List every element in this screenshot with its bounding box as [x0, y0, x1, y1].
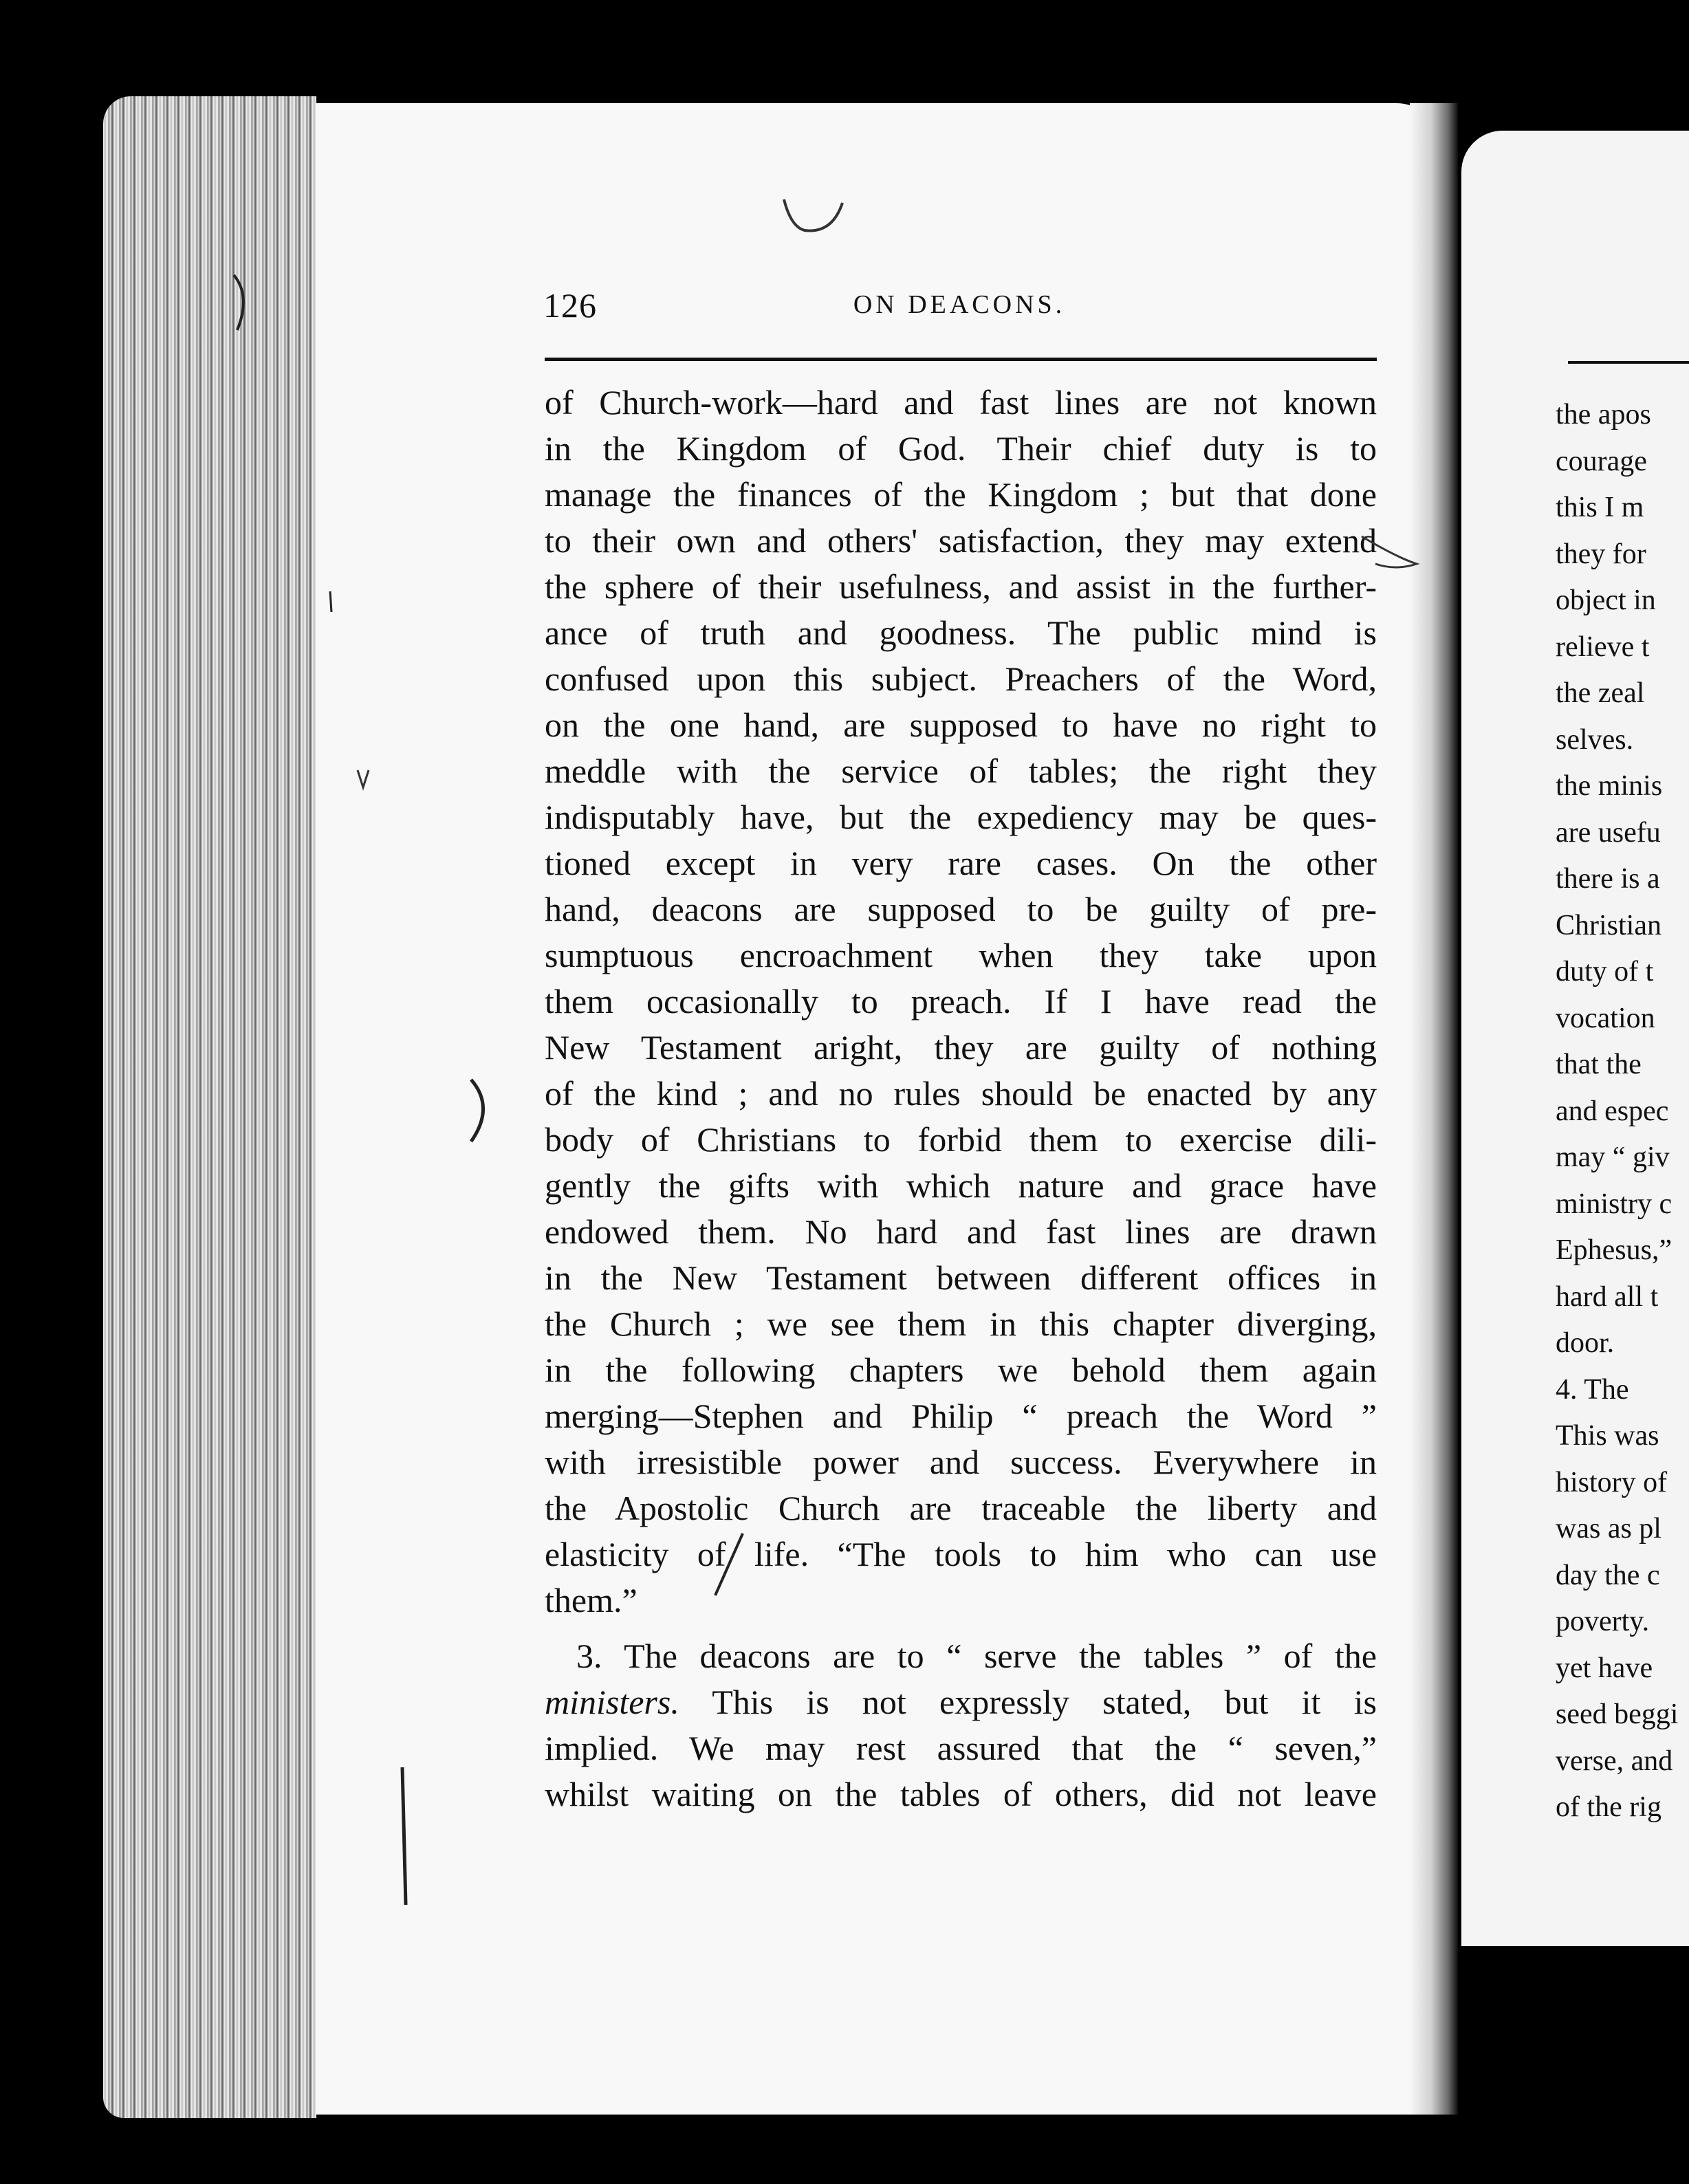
text-line: the Apostolic Church are traceable the liberty and	[545, 1489, 1377, 1527]
text-line: manage the finances of the Kingdom ; but that done	[545, 475, 1377, 514]
text-line: confused upon this subject. Preachers of the Word,	[545, 659, 1377, 698]
text-line-fragment: object in	[1556, 585, 1656, 616]
text-line: of the kind ; and no rules should be enacted by any	[545, 1074, 1377, 1113]
text-line-fragment: vocation	[1556, 1002, 1655, 1034]
text-line-fragment: relieve t	[1556, 631, 1650, 663]
text-line: body of Christians to forbid them to exercise dili-	[545, 1120, 1377, 1159]
text-line-fragment: seed beggi	[1556, 1699, 1679, 1730]
text-line: them occasionally to preach. If I have read the	[545, 982, 1377, 1020]
text-line-fragment: courage	[1556, 445, 1647, 477]
text-line: meddle with the service of tables; the right they	[545, 752, 1377, 790]
text-line: them.”	[545, 1581, 638, 1619]
text-line-fragment: was as pl	[1556, 1513, 1661, 1544]
text-run: This is not expressly stated, but it is	[679, 1683, 1377, 1721]
text-line-fragment: yet have	[1556, 1652, 1653, 1684]
header-rule	[545, 358, 1377, 361]
text-line-fragment: are usefu	[1556, 816, 1661, 849]
text-line: merging—Stephen and Philip “ preach the Word ”	[545, 1397, 1377, 1435]
paragraph-3-first-line: 3. The deacons are to “ serve the tables ” of the	[576, 1637, 1377, 1675]
text-line: the Church ; we see them in this chapter diverging,	[545, 1304, 1377, 1343]
text-line-fragment: that the	[1556, 1049, 1642, 1080]
text-line-fragment: day the c	[1556, 1559, 1660, 1591]
text-line-fragment: verse, and	[1556, 1745, 1673, 1777]
text-line: with irresistible power and success. Everywhere in	[545, 1443, 1377, 1481]
text-line-fragment: hard all t	[1556, 1280, 1659, 1313]
text-line-fragment: Ephesus,”	[1556, 1234, 1672, 1266]
book-gutter	[1410, 103, 1458, 2115]
text-line-fragment: may “ giv	[1556, 1142, 1670, 1173]
text-line: sumptuous encroachment when they take upon	[545, 936, 1377, 974]
text-line: of Church-work—hard and fast lines are not known	[545, 383, 1377, 422]
text-line-fragment: the minis	[1556, 770, 1663, 802]
text-line: indisputably have, but the expediency may be ques-	[545, 798, 1377, 836]
text-line-fragment: selves.	[1556, 723, 1634, 756]
text-line: hand, deacons are supposed to be guilty of pre-	[545, 890, 1377, 928]
page-edges-stack	[103, 96, 316, 2118]
text-line-fragment: they for	[1556, 538, 1646, 570]
page-number: 126	[543, 286, 597, 325]
text-line: New Testament aright, they are guilty of nothing	[545, 1028, 1377, 1067]
text-line-fragment: door.	[1556, 1327, 1615, 1359]
text-line-fragment: and espec	[1556, 1095, 1669, 1127]
text-line-fragment: This was	[1556, 1420, 1659, 1452]
text-line-fragment: history of	[1556, 1466, 1668, 1498]
text-line: in the New Testament between different offices in	[545, 1258, 1377, 1297]
text-line: to their own and others' satisfaction, they may extend	[545, 521, 1377, 560]
text-line: endowed them. No hard and fast lines are drawn	[545, 1212, 1377, 1251]
running-head-title: ON DEACONS.	[853, 290, 1066, 319]
text-line-fragment: duty of t	[1556, 956, 1654, 987]
text-line: gently the gifts with which nature and grace have	[545, 1166, 1377, 1205]
italic-word: ministers.	[545, 1683, 679, 1721]
text-line-fragment: 4. The	[1556, 1373, 1629, 1406]
text-line-fragment: of the rig	[1556, 1791, 1661, 1823]
text-line-fragment: this I m	[1556, 492, 1644, 523]
text-line-mixed	[545, 1679, 1377, 1725]
text-line: the sphere of their usefulness, and assist in the further-	[545, 567, 1377, 606]
text-line-fragment: the apos	[1556, 399, 1651, 430]
text-line: in the following chapters we behold them again	[545, 1351, 1377, 1389]
right-page-body-fragments	[1556, 392, 1689, 1831]
text-line: in the Kingdom of God. Their chief duty is to	[545, 429, 1377, 468]
text-line-fragment: the zeal	[1556, 677, 1645, 709]
text-line: elasticity of life. “The tools to him who can use	[545, 1535, 1377, 1573]
text-line-fragment: there is a	[1556, 863, 1660, 895]
text-line: tioned except in very rare cases. On the other	[545, 844, 1377, 882]
text-line-fragment: ministry c	[1556, 1188, 1672, 1220]
running-head	[543, 285, 1375, 334]
text-line: whilst waiting on the tables of others, did not leave	[545, 1775, 1377, 1813]
text-line-fragment: Christian	[1556, 909, 1661, 941]
text-line: implied. We may rest assured that the “ seven,”	[545, 1729, 1377, 1767]
left-page-body	[545, 380, 1377, 1817]
text-line: on the one hand, are supposed to have no right to	[545, 706, 1377, 744]
text-line-fragment: poverty.	[1556, 1606, 1650, 1637]
right-page-header-rule	[1568, 361, 1689, 364]
text-line: ance of truth and goodness. The public mind is	[545, 613, 1377, 652]
